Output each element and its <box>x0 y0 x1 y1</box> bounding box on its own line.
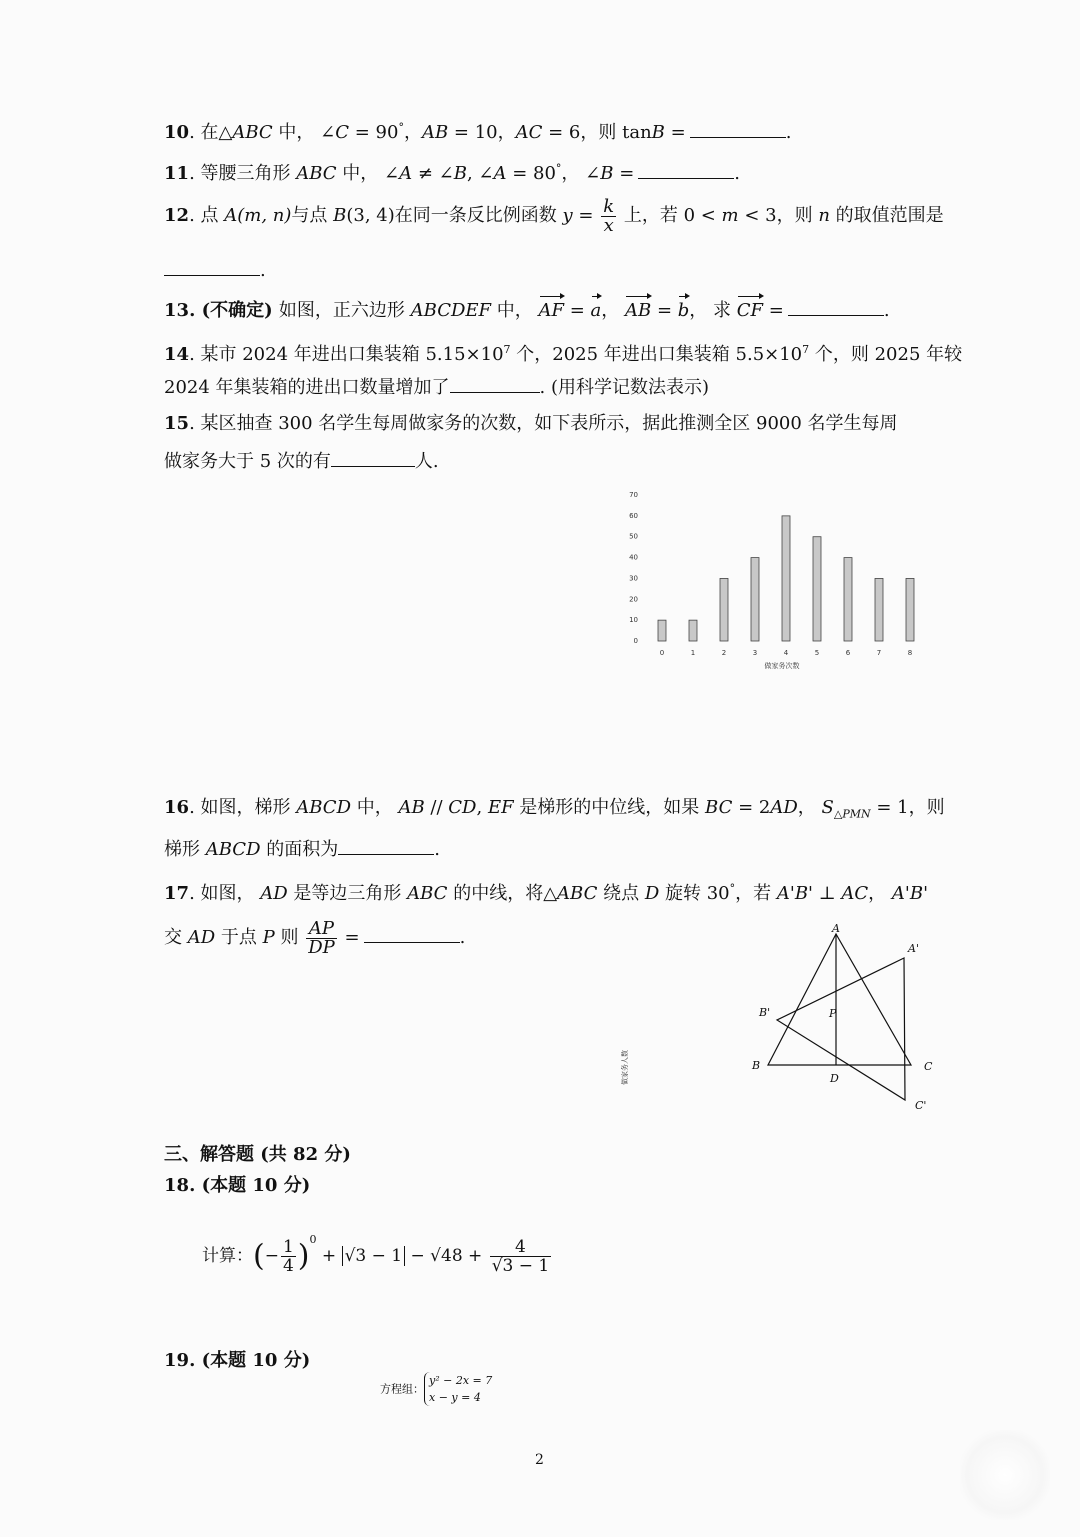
answer-blank[interactable] <box>364 924 460 943</box>
y-tick-label: 20 <box>629 595 638 604</box>
bar <box>658 620 666 641</box>
bar <box>782 516 790 641</box>
x-tick-label: 7 <box>876 649 882 657</box>
triangle-rotation-figure <box>745 920 945 1120</box>
answer-blank[interactable] <box>788 297 884 316</box>
triangle-a1b1c1 <box>777 958 905 1100</box>
bar <box>689 620 697 641</box>
answer-blank[interactable] <box>164 257 260 276</box>
question-number: 13 <box>164 300 190 321</box>
x-tick-label: 1 <box>690 649 696 657</box>
vector-af: AF <box>539 298 565 324</box>
answer-blank[interactable] <box>638 160 734 179</box>
bar <box>906 578 914 641</box>
x-tick-label: 6 <box>845 649 851 657</box>
question-19: 19. (本题 10 分) <box>164 1350 311 1371</box>
x-tick-label: 2 <box>721 649 727 657</box>
x-tick-label: 8 <box>907 649 913 657</box>
question-16: 16. 如图，梯形 ABCD 中， AB // CD, EF 是梯形的中位线，如果 BC = 2AD， $S_{\triangle PMN} = 1$，则 <box>164 797 945 821</box>
y-tick-label: 10 <box>629 616 638 625</box>
bar <box>720 578 728 641</box>
section-heading: 三、解答题 (共 82 分) <box>164 1144 351 1165</box>
question-14-line-2: 2024 年集装箱的进出口数量增加了 . (用科学记数法表示) <box>164 374 709 401</box>
y-tick-label: 0 <box>633 637 638 645</box>
question-17: 17. 如图， AD 是等边三角形 ABC 的中线，将△ABC 绕点 D 旋转 30°，若 A'B' ⊥ AC， A'B' <box>164 882 929 904</box>
vector-b: b <box>678 298 690 324</box>
question-11: 11. 等腰三角形 ABC 中， ∠A ≠ ∠B, ∠A = 80°， ∠B = . <box>164 162 741 184</box>
y-tick-label: 40 <box>629 553 638 562</box>
bar <box>813 537 821 641</box>
x-tick-label: 5 <box>814 649 820 657</box>
x-tick-label: 3 <box>752 649 758 657</box>
question-18: 18. (本题 10 分) <box>164 1175 311 1196</box>
scan-glare <box>960 1430 1050 1520</box>
question-12: 12. 点 A(m, n)与点 B(3, 4)在同一条反比例函数 y = $\frac{k}{x}$ 上，若 0 < m < 3，则 n 的取值范围是 <box>164 195 944 236</box>
answer-blank[interactable] <box>450 374 540 393</box>
question-12-answer-line: . <box>164 257 266 284</box>
y-tick-label: 60 <box>629 511 638 520</box>
vector-cf: CF <box>737 298 763 324</box>
absolute-value: √3 − 1 <box>342 1246 406 1266</box>
answer-blank[interactable] <box>690 119 786 138</box>
housework-bar-chart <box>610 485 930 1085</box>
answer-blank[interactable] <box>338 836 434 855</box>
fraction-4-over-root3-minus-1: $\frac{4}{√3 - 1}$ <box>491 1237 550 1276</box>
bar <box>844 558 852 641</box>
question-number: 16 <box>164 797 190 818</box>
vector-ab: AB <box>625 298 651 324</box>
vector-a: a <box>591 298 602 324</box>
question-14: 14. 某市 2024 年进出口集装箱 $5.15\times 10^7$ 个，2025 年进出口集装箱 $5.5\times 10^7$ 个，则 2025 年较 <box>164 343 963 365</box>
question-number: 19 <box>164 1350 190 1371</box>
y-tick-label: 50 <box>629 532 638 541</box>
question-number: 12 <box>164 205 190 226</box>
question-16-line-2: 梯形 ABCD 的面积为 . <box>164 836 440 863</box>
question-number: 17 <box>164 883 190 904</box>
label-d: D <box>830 1072 839 1085</box>
y-tick-label: 70 <box>629 491 638 499</box>
question-15-line-2: 做家务大于 5 次的有 人. <box>164 448 439 475</box>
label-b-prime: B' <box>759 1006 771 1019</box>
label-b: B <box>752 1059 761 1072</box>
fraction-ap-over-dp: $\frac{AP}{DP}$ <box>308 917 335 958</box>
x-tick-label: 0 <box>659 649 665 657</box>
label-c: C <box>924 1060 933 1073</box>
label-a: A <box>832 922 840 935</box>
answer-blank[interactable] <box>331 448 415 467</box>
label-p: P <box>829 1007 837 1020</box>
page-number: 2 <box>535 1452 544 1468</box>
question-number: 18 <box>164 1175 190 1196</box>
question-18-expression: 计算：(− $\frac{1}{4}$ )$^0$ + √3 − 1 − √48 + $\frac{4}{√3 - 1}$ <box>202 1233 550 1276</box>
question-number: 10 <box>164 122 190 143</box>
x-axis-label: 做家务次数 <box>764 662 800 670</box>
triangle-abc <box>768 934 911 1065</box>
question-number: 14 <box>164 344 190 365</box>
label-a-prime: A' <box>908 942 919 955</box>
question-17-line-2: 交 AD 于点 P 则 $\frac{AP}{DP}$ = . <box>164 917 466 958</box>
question-13: 13. (不确定) 如图，正六边形 ABCDEF 中， AF = a， AB = b， 求 CF = . <box>164 297 890 324</box>
question-number: 15 <box>164 413 190 434</box>
bar <box>875 578 883 641</box>
label-c-prime: C' <box>915 1099 927 1112</box>
question-number: 11 <box>164 163 190 184</box>
question-10: 10. 在△ABC 中， ∠C = 90°，AB = 10，AC = 6，则 tanB = . <box>164 121 792 143</box>
x-tick-label: 4 <box>783 649 789 657</box>
fraction-one-quarter: $\frac{1}{4}$ <box>282 1237 294 1276</box>
fraction-k-over-x: $\frac{k}{x}$ <box>603 195 615 236</box>
question-15: 15. 某区抽查 300 名学生每周做家务的次数，如下表所示，据此推测全区 9000 名学生每周 <box>164 413 898 434</box>
y-tick-label: 30 <box>629 574 638 583</box>
bar <box>751 558 759 641</box>
equation-system: 方程组： y² − 2x = 7 x − y = 4 <box>380 1374 493 1404</box>
y-axis-label: 做家务人数 <box>621 1050 629 1085</box>
